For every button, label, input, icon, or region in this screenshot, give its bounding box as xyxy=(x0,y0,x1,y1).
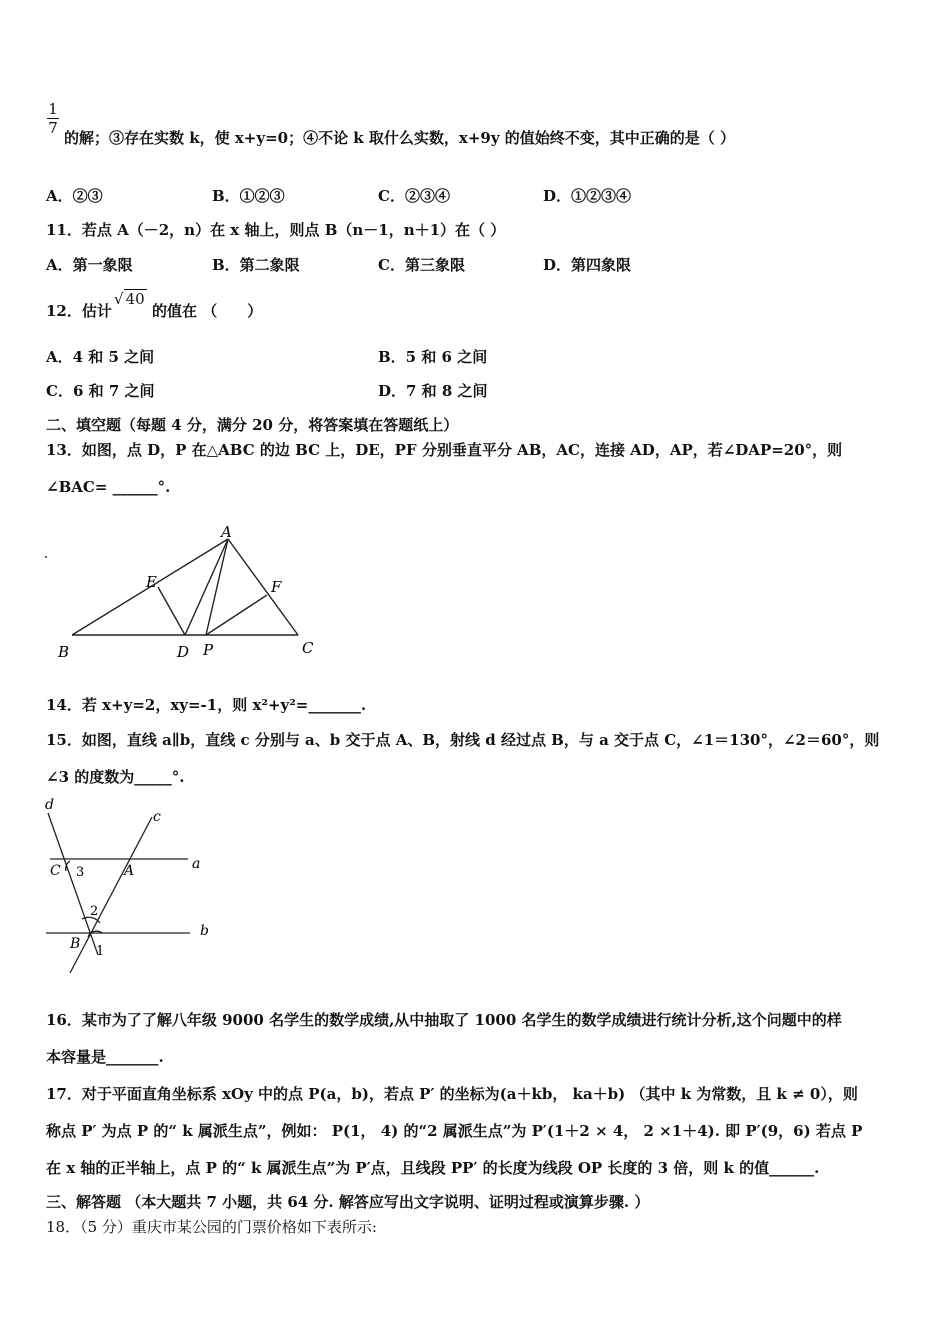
q12-suffix: 的值在 （ ） xyxy=(152,302,263,320)
q11-option-b: B．第二象限 xyxy=(212,256,300,274)
q15-parallel-lines-figure xyxy=(40,795,220,980)
q16-text-line2: 本容量是_______. xyxy=(46,1048,164,1066)
label-b-line: b xyxy=(200,923,209,939)
sqrt-radicand: 40 xyxy=(125,290,145,308)
q17-text-line2: 称点 P′ 为点 P 的“ k 属派生点”，例如： P(1， 4) 的“2 属派生点”为 P′(1＋2 × 4， 2 ×1＋4). 即 P′(9，6) 若点 P xyxy=(46,1122,863,1140)
label-d: d xyxy=(45,797,54,813)
q11-option-d: D．第四象限 xyxy=(543,256,632,274)
q10-option-c: C．②③④ xyxy=(378,187,450,205)
label-e: E xyxy=(146,573,157,591)
segment-de xyxy=(158,587,185,635)
q12-option-c: C．6 和 7 之间 xyxy=(46,382,155,400)
q17-text-line1: 17．对于平面直角坐标系 xOy 中的点 P(a，b)，若点 P′ 的坐标为(a＋kb， ka＋b) （其中 k 为常数，且 k ≠ 0），则 xyxy=(46,1085,858,1103)
sqrt-40: √ 40 xyxy=(114,290,145,308)
q13-triangle-figure xyxy=(40,525,330,670)
fraction-denominator: 7 xyxy=(48,119,58,137)
label-angle-2: 2 xyxy=(90,904,99,919)
q15-text-line1: 15．如图，直线 a∥b，直线 c 分别与 a、b 交于点 A、B，射线 d 经过点 B，与 a 交于点 C，∠1＝130°，∠2＝60°，则 xyxy=(46,731,880,749)
q13-text-line1: 13．如图，点 D，P 在△ABC 的边 BC 上，DE，PF 分别垂直平分 AB，AC，连接 AD，AP，若∠DAP=20°，则 xyxy=(46,441,843,459)
q16-text-line1: 16．某市为了了解八年级 9000 名学生的数学成绩,从中抽取了 1000 名学生的数学成绩进行统计分析,这个问题中的样 xyxy=(46,1011,842,1029)
segment-ad xyxy=(185,539,228,635)
label-a-line: a xyxy=(192,856,201,872)
label-point-a: A xyxy=(124,863,135,879)
q17-text-line3: 在 x 轴的正半轴上，点 P 的“ k 属派生点”为 P′点，且线段 PP′ 的长度为线段 OP 长度的 3 倍，则 k 的值______. xyxy=(46,1159,820,1177)
section-3-heading: 三、解答题 （本大题共 7 小题，共 64 分. 解答应写出文字说明、证明过程或演算步骤. ） xyxy=(46,1193,650,1211)
label-angle-1: 1 xyxy=(96,944,105,959)
fraction-numerator: 1 xyxy=(48,100,58,118)
q10-option-a: A．②③ xyxy=(46,187,103,205)
q12-prefix: 12．估计 xyxy=(46,302,112,320)
q18-text: 18．（5 分）重庆市某公园的门票价格如下表所示: xyxy=(46,1218,377,1236)
label-d: D xyxy=(177,643,190,661)
line-c xyxy=(70,817,152,973)
q14-text: 14．若 x+y=2，xy=-1，则 x²+y²=_______. xyxy=(46,696,367,714)
label-point-c: C xyxy=(50,863,61,879)
segment-pf xyxy=(206,595,267,635)
label-f: F xyxy=(271,578,282,596)
segment-ac xyxy=(228,539,298,635)
label-c: C xyxy=(302,639,314,657)
q10-option-b: B．①②③ xyxy=(212,187,285,205)
q11-text: 11．若点 A（－2，n）在 x 轴上，则点 B（n－1，n＋1）在（ ） xyxy=(46,221,506,239)
q11-option-a: A．第一象限 xyxy=(46,256,133,274)
label-angle-3: 3 xyxy=(76,865,85,880)
section-2-heading: 二、填空题（每题 4 分，满分 20 分，将答案填在答题纸上） xyxy=(46,416,459,434)
label-c-line: c xyxy=(153,809,161,825)
q12-option-d: D．7 和 8 之间 xyxy=(378,382,488,400)
label-point-b: B xyxy=(70,936,81,952)
segment-ap xyxy=(206,539,228,635)
label-b: B xyxy=(58,643,70,661)
q13-text-line2: ∠BAC= ______°. xyxy=(46,478,171,496)
q12-option-b: B．5 和 6 之间 xyxy=(378,348,488,366)
label-a: A xyxy=(221,525,232,541)
label-p: P xyxy=(203,641,214,659)
q15-text-line2: ∠3 的度数为_____°. xyxy=(46,768,185,786)
fraction-one-seventh xyxy=(46,100,60,137)
q11-option-c: C．第三象限 xyxy=(378,256,465,274)
q10-text: 的解；③存在实数 k，使 x+y=0；④不论 k 取什么实数，x+9y 的值始终不变，其中正确的是（ ） xyxy=(64,129,736,147)
q12-option-a: A．4 和 5 之间 xyxy=(46,348,155,366)
q10-option-d: D．①②③④ xyxy=(543,187,632,205)
